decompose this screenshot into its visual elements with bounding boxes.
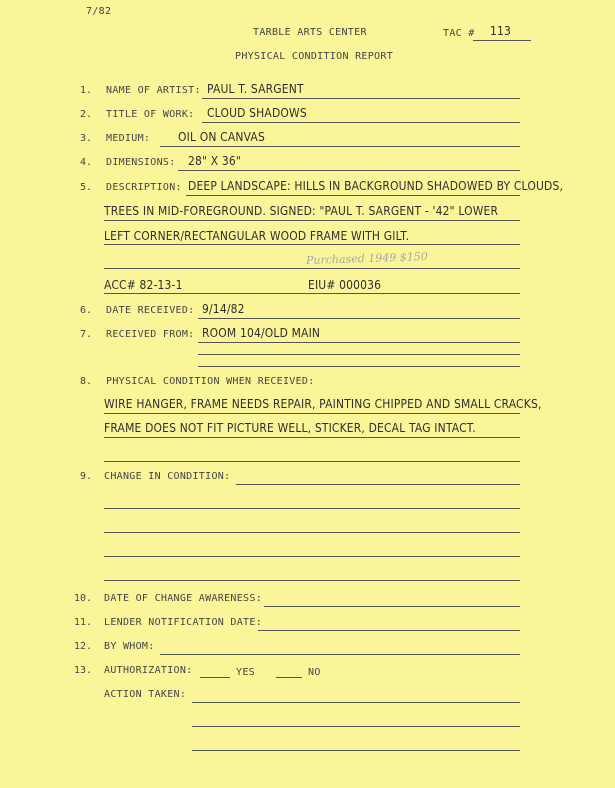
artist-value: PAUL T. SARGENT	[207, 81, 304, 96]
change-label: CHANGE IN CONDITION:	[104, 471, 231, 482]
by-whom-line	[160, 654, 520, 655]
lender-line	[258, 630, 520, 631]
item-number: 4.	[79, 157, 92, 168]
action-line	[192, 702, 520, 703]
purchase-note: Purchased 1949 $150	[305, 249, 428, 268]
item-number: 10.	[73, 593, 92, 604]
by-whom-label: BY WHOM:	[104, 641, 155, 652]
change-line	[236, 484, 520, 485]
awareness-line	[264, 606, 520, 607]
item-number: 6.	[79, 305, 92, 316]
report-title: PHYSICAL CONDITION REPORT	[235, 51, 394, 62]
title-line	[202, 122, 520, 123]
acc-number: ACC# 82-13-1	[104, 277, 183, 292]
acc-line	[104, 293, 520, 294]
description-rule	[186, 195, 520, 196]
org-name: TARBLE ARTS CENTER	[253, 27, 367, 38]
action-label: ACTION TAKEN:	[104, 689, 187, 700]
date-received-label: DATE RECEIVED:	[106, 305, 195, 316]
item-number: 7.	[79, 329, 92, 340]
change-line	[104, 508, 520, 509]
action-line	[192, 726, 520, 727]
received-from-line	[198, 342, 520, 343]
condition-rule	[104, 437, 520, 438]
item-number: 5.	[79, 182, 92, 193]
item-number: 1.	[79, 85, 92, 96]
medium-value: OIL ON CANVAS	[178, 129, 265, 144]
change-line	[104, 532, 520, 533]
artist-line	[202, 98, 520, 99]
title-value: CLOUD SHADOWS	[207, 105, 307, 120]
medium-label: MEDIUM:	[106, 133, 151, 144]
tac-label: TAC #	[443, 28, 475, 39]
change-line	[104, 580, 520, 581]
item-number: 2.	[79, 109, 92, 120]
item-number: 3.	[79, 133, 92, 144]
condition-received-label: PHYSICAL CONDITION WHEN RECEIVED:	[106, 376, 315, 387]
description-rule	[104, 244, 520, 245]
received-from-line	[198, 354, 520, 355]
date-received-line	[198, 318, 520, 319]
condition-line-1: WIRE HANGER, FRAME NEEDS REPAIR, PAINTING CHIPPED AND SMALL CRACKS,	[104, 396, 542, 411]
description-rule	[104, 268, 520, 269]
condition-line-2: FRAME DOES NOT FIT PICTURE WELL, STICKER, DECAL TAG INTACT.	[104, 420, 476, 435]
dimensions-label: DIMENSIONS:	[106, 157, 176, 168]
condition-rule	[104, 461, 520, 462]
received-from-label: RECEIVED FROM:	[106, 329, 195, 340]
condition-rule	[104, 413, 520, 414]
change-line	[104, 556, 520, 557]
no-label: NO	[308, 667, 321, 678]
description-line-3: LEFT CORNER/RECTANGULAR WOOD FRAME WITH GILT.	[104, 228, 410, 243]
description-label: DESCRIPTION:	[106, 182, 182, 193]
eiu-number: EIU# 000036	[308, 277, 382, 292]
artist-label: NAME OF ARTIST:	[106, 85, 201, 96]
yes-blank	[200, 677, 230, 678]
item-number: 11.	[73, 617, 92, 628]
authorization-label: AUTHORIZATION:	[104, 665, 193, 676]
item-number: 12.	[73, 641, 92, 652]
no-blank	[276, 677, 302, 678]
yes-label: YES	[236, 667, 255, 678]
tac-underline	[473, 40, 531, 41]
medium-line	[160, 146, 520, 147]
dimensions-value: 28" X 36"	[188, 153, 241, 168]
item-number: 9.	[79, 471, 92, 482]
form-date: 7/82	[86, 6, 112, 17]
lender-label: LENDER NOTIFICATION DATE:	[104, 617, 263, 628]
title-label: TITLE OF WORK:	[106, 109, 195, 120]
awareness-label: DATE OF CHANGE AWARENESS:	[104, 593, 263, 604]
dimensions-line	[178, 170, 520, 171]
received-from-line	[198, 366, 520, 367]
item-number: 13.	[73, 665, 92, 676]
description-line-2: TREES IN MID-FOREGROUND. SIGNED: "PAUL T. SARGENT - '42" LOWER	[104, 203, 499, 218]
item-number: 8.	[79, 376, 92, 387]
description-line-1: DEEP LANDSCAPE: HILLS IN BACKGROUND SHADOWED BY CLOUDS,	[188, 178, 564, 193]
received-from-value: ROOM 104/OLD MAIN	[202, 325, 321, 340]
description-rule	[104, 220, 520, 221]
date-received-value: 9/14/82	[202, 301, 245, 316]
tac-number: 113	[490, 23, 512, 38]
action-line	[192, 750, 520, 751]
